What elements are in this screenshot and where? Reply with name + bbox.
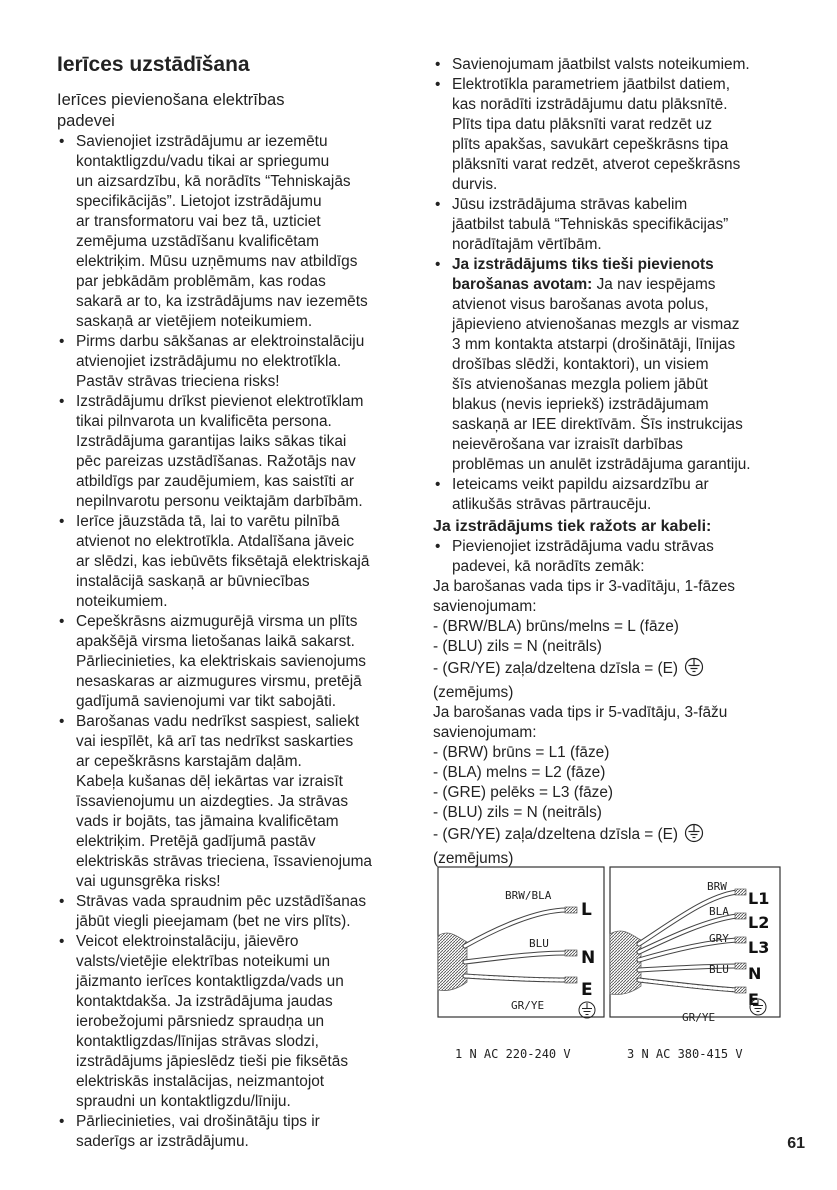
list-item: • Pievienojiet izstrādājuma vadu strāvas padevei, kā norādīts zemāk: <box>433 537 785 577</box>
wire-line: - (BRW) brūns = L1 (fāze) <box>433 744 610 761</box>
wire-label: GRY <box>709 932 729 945</box>
wire-line-text: - (GR/YE) zaļa/dzeltena dzīsla = (E) <box>433 826 679 843</box>
wire-line: - (GRE) pelēks = L3 (fāze) <box>433 784 614 801</box>
page-number: 61 <box>787 1135 805 1152</box>
cable-heading: Ja izstrādājums tiek ražots ar kabeli: <box>433 518 712 535</box>
wire-label: BRW <box>707 880 727 893</box>
terminal-label: N <box>581 948 596 968</box>
three-phase-diagram <box>610 867 780 1061</box>
direct-connection-lead: Ja izstrādājums tiks tieši pievienots barošanas avotam: <box>452 256 714 293</box>
left-column <box>57 52 402 1152</box>
terminal-label: L3 <box>748 938 770 957</box>
wire-label: BRW/BLA <box>505 889 552 902</box>
terminal-label: N <box>748 964 762 983</box>
single-phase-intro: Ja barošanas vada tips ir 3-vadītāju, 1-fāzes savienojumam: <box>433 578 735 615</box>
ground-label: (zemējums) <box>433 850 514 867</box>
wire-line <box>433 657 785 683</box>
list-item: • Veicot elektroinstalāciju, jāievēro valsts/vietējie elektrības noteikumi un jāizmanto ierīces kontaktligzda/vads un kontaktdakša. Ja izstrādājuma jaudas ierobežojumi pārsniedz spraudņa un kontaktligzdas/līnijas strāvas slodzi, izstrādājums jāpieslēdz tieši pie fiksētās elektriskās instalācijas, neizmantojot spraudni un kontaktligzdu/līniju. <box>57 932 402 1112</box>
single-phase-diagram <box>438 867 604 1061</box>
list-item: • Cepeškrāsns aizmugurējā virsma un plīts apakšējā virsma lietošanas laikā sakarst. Pārliecinieties, ka elektriskais savienojums nesaskaras ar aizmugures virsmu, pretējā gadījumā savienojumi var tikt sabojāti. <box>57 612 402 712</box>
list-item-direct-connection <box>433 255 785 475</box>
left-bullet-list <box>57 132 402 1152</box>
ground-symbol-icon <box>684 823 704 849</box>
wire-label: GR/YE <box>682 1011 716 1024</box>
ground-symbol-icon <box>684 657 704 683</box>
list-item: • Elektrotīkla parametriem jāatbilst datiem, kas norādīti izstrādājumu datu plāksnītē. Plīts tipa datu plāksnīti varat redzēt uz plīts apakšas, savukārt cepeškrāsns tipa plāksnīti varat redzēt, atverot cepeškrāsns durvis. <box>433 75 785 195</box>
page-title: Ierīces uzstādīšana <box>57 53 250 76</box>
list-item: • Strāvas vada spraudnim pēc uzstādīšanas jābūt viegli pieejamam (bet ne virs plīts). <box>57 892 402 932</box>
list-item: • Savienojumam jāatbilst valsts noteikumiem. <box>433 55 785 75</box>
list-item: • Barošanas vadu nedrīkst saspiest, saliekt vai iespīlēt, kā arī tas nedrīkst saskarties ar cepeškrāsns karstajām daļām. Kabeļa kušanas dēļ iekārtas var izraisīt īssavienojumu un aizdegties. Ja strāvas vads ir bojāts, tas jāmaina kvalificētam elektriķim. Pretējā gadījumā pastāv elektriskās strāvas trieciena, īssavienojuma vai ugunsgrēka risks! <box>57 712 402 892</box>
terminal-label: E <box>748 990 759 1009</box>
list-item: • Pirms darbu sākšanas ar elektroinstalāciju atvienojiet izstrādājumu no elektrotīkla. Pastāv strāvas trieciena risks! <box>57 332 402 392</box>
wire-label: BLA <box>709 905 729 918</box>
wire-line: - (BLU) zils = N (neitrāls) <box>433 638 602 655</box>
wire-label: BLU <box>709 963 729 976</box>
diagram-caption: 3 N AC 380-415 V <box>627 1047 743 1061</box>
wire-line: - (BLA) melns = L2 (fāze) <box>433 764 606 781</box>
section-subtitle: Ierīces pievienošana elektrības padevei <box>57 91 285 130</box>
wire-line: - (BRW/BLA) brūns/melns = L (fāze) <box>433 618 679 635</box>
wire-line: - (BLU) zils = N (neitrāls) <box>433 804 602 821</box>
right-bullet-list <box>433 55 785 515</box>
diagram-caption: 1 N AC 220-240 V <box>455 1047 571 1061</box>
right-column <box>433 55 785 869</box>
wire-line <box>433 823 785 849</box>
cable-sheath <box>610 931 641 995</box>
terminal-label: E <box>581 980 593 1000</box>
cable-bullet-list <box>433 537 785 577</box>
terminal-label: L2 <box>748 913 770 932</box>
list-item: • Pārliecinieties, vai drošinātāju tips ir saderīgs ar izstrādājumu. <box>57 1112 402 1152</box>
wire-line-text: - (GR/YE) zaļa/dzeltena dzīsla = (E) <box>433 660 679 677</box>
direct-connection-text: Ja nav iespējams atvienot visus barošanas avota polus, jāpievieno atvienošanas mezgls ar vismaz 3 mm kontakta atstarpi (drošinātāji, līnijas drošības slēdži, kontaktori), un visiem šīs atvienošanas mezgla poliem jābūt blakus (nevis iepriekš) izstrādājumam saskaņā ar IEE direktīvām. Šīs instrukcijas neievērošana var izraisīt darbības problēmas un anulēt izstrādājuma garantiju. <box>452 276 751 473</box>
list-item: • Savienojiet izstrādājumu ar iezemētu kontaktligzdu/vadu tikai ar spriegumu un aizsardzību, kā norādīts “Tehniskajās specifikācijās”. Lietojot izstrādājumu ar transformatoru vai bez tā, uzticiet zemējuma uzstādīšanu kvalificētam elektriķim. Mūsu uzņēmums nav atbildīgs par jebkādām problēmām, kas rodas sakarā ar to, ka izstrādājums nav iezemēts saskaņā ar vietējiem noteikumiem. <box>57 132 402 332</box>
three-phase-intro: Ja barošanas vada tips ir 5-vadītāju, 3-fāžu savienojumam: <box>433 704 728 741</box>
terminal-label: L <box>581 900 592 920</box>
wiring-diagram <box>437 866 781 1064</box>
list-item: • Ierīce jāuzstāda tā, lai to varētu pilnībā atvienot no elektrotīkla. Atdalīšana jāveic ar slēdzi, kas iebūvēts fiksētajā elektriskajā instalācijā saskaņā ar būvniecības noteikumiem. <box>57 512 402 612</box>
terminal-label: L1 <box>748 889 770 908</box>
wire-label: BLU <box>529 937 549 950</box>
ground-label: (zemējums) <box>433 684 514 701</box>
list-item: • Ieteicams veikt papildu aizsardzību ar atlikušās strāvas pārtraucēju. <box>433 475 785 515</box>
list-item: • Izstrādājumu drīkst pievienot elektrotīklam tikai pilnvarota un kvalificēta persona. Izstrādājuma garantijas laiks sākas tikai pēc pareizas uzstādīšanas. Ražotājs nav atbildīgs par zaudējumiem, kas saistīti ar nepilnvarotu personu veiktajām darbībām. <box>57 392 402 512</box>
list-item: • Jūsu izstrādājuma strāvas kabelim jāatbilst tabulā “Tehniskās specifikācijas” norādītajām vērtībām. <box>433 195 785 255</box>
wire-label: GR/YE <box>511 999 545 1012</box>
